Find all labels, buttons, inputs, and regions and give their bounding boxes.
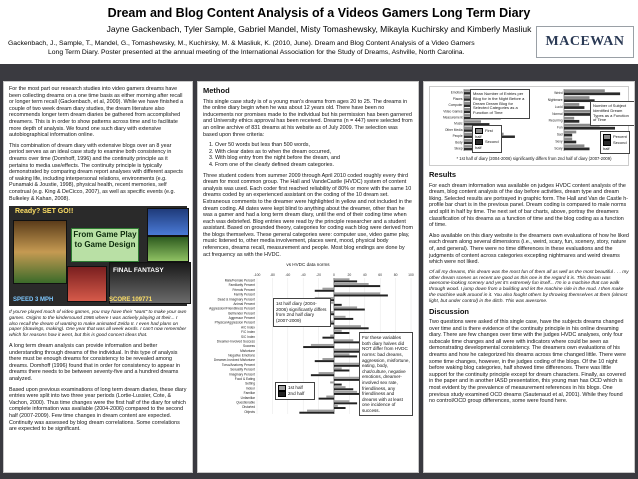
long-term-paragraph: A long term dream analysis can provide information and better understanding through dreams of the individual. In this type of analysis there must be enough dreams for consistency to be revealed among dreams. Domhoff (1996) found that in order for consistency to appear in dreams there needs to be between seventy-five and a hundred dreams analyzed. <box>9 343 180 383</box>
hvdc-bar <box>326 396 334 398</box>
hvdc-bar <box>334 325 361 327</box>
category-label: Places <box>452 96 463 101</box>
citation <box>8 40 528 57</box>
category-label: Torso/Anatomy Percent <box>221 363 255 368</box>
category-label: Questionable <box>236 400 255 405</box>
hvdc-bar <box>334 356 357 358</box>
citation-line-1: Gackenbach, J., Sample, T., Mandel, G., Tomashewsky, M., Kuchirsky, M. & Masliuk, K. (2010, June). Dream and Blog Content Analysis of a Video Gamers <box>8 40 475 47</box>
small-chart-bar <box>564 134 572 137</box>
hvdc-series-legend <box>275 382 315 400</box>
small-chart-bar <box>564 148 590 151</box>
discussion-heading: Discussion <box>429 306 470 316</box>
x-tick-label: -100 <box>253 273 261 278</box>
discussion-paragraph: Two questions were asked of this single case, have the subjects dreams changed over time and is there evidence of the continuity principle in his online dreaming diary. There are few changes over time with the judges HVDC analyses, only four subscale time changes and all were with indicators where could be seen as demonstrating developmental consistency. The dreamers own evaluations of his dreams and how he categorized his dreams across time changed little. There were some time changes, however, in the judges coding of the blogs. Of the 10 night before waking blog categories, half showed time differences. There was little support for the continuity principle except for dream characters. Finally, as covered in the paper and in another IASD presentation, this young man has OCD which is most evident by the prevalence of measurement references in his blogs. One previous study examined OCD dreams (Sautenaud et al, 2001). While they found no control/OCD group differences, some were found here. <box>429 319 627 405</box>
small-chart-bar <box>564 120 579 123</box>
category-label: Success <box>242 344 255 349</box>
hvdc-bar <box>303 346 334 348</box>
logo-text: MACEWAN <box>545 34 625 49</box>
hvdc-bar <box>322 337 334 339</box>
criteria-item: 3. With blog entry from the night before the dream, and <box>215 155 413 162</box>
category-label: Familiar <box>243 391 255 396</box>
category-label: Negative Emotions <box>228 353 255 358</box>
category-label: Sexy <box>555 139 563 144</box>
x-tick-label: 100 <box>408 273 414 278</box>
hvdc-bar <box>311 344 334 346</box>
category-label: Dreamer-Involved Misfortune <box>213 358 255 363</box>
category-label: Scary <box>554 146 563 151</box>
hvdc-bar <box>334 354 349 356</box>
hvdc-bar <box>299 412 334 414</box>
category-label: Aggression/Friendliness Percent <box>209 306 255 311</box>
small-chart-bar <box>564 89 605 92</box>
method-heading: Method <box>203 86 230 95</box>
category-label: Dead & Imaginary Percent <box>217 297 255 302</box>
category-label: Sexuality Percent <box>230 367 255 372</box>
top-legend-second-2-label: Second half <box>603 140 627 151</box>
x-tick-label: -40 <box>300 273 306 278</box>
results-heading: Results <box>429 170 457 179</box>
hvdc-bar <box>334 328 369 330</box>
hvdc-bar <box>330 335 334 337</box>
design-paragraph: Based upon previous examinations of long term dream diaries, these diary entries were split into two three year periods (Lortie-Lussier, Cote, & Vachon, 2000). Thus time changes were the first half of the diary for which complete information was available (2004-2006) compared to the second half (2007-2009). Few time changes in dream content are expected. Continuity was assessed by blog dream correlations. Some correlations are expected to be significant. <box>9 386 187 433</box>
hvdc-bar <box>334 405 338 407</box>
category-label: Familiarity Percent <box>228 283 255 288</box>
x-tick-label: 40 <box>362 273 367 278</box>
legend-second-half-label: 2nd half <box>288 391 305 397</box>
small-chart-bar <box>564 117 574 120</box>
category-label: Normal <box>552 111 563 116</box>
hvdc-norms-note <box>359 332 413 416</box>
category-label: A/C Index <box>241 325 255 330</box>
top-legend-first-label: First half <box>475 128 493 139</box>
game-images <box>9 206 187 306</box>
results-paragraph-2: Also available on this diary website is the dreamers own evaluations of how he liked each dream along several dimensions (i.e., weird, scary, fun, scenery, story, nature of, and general). There were no time differences in these evaluations and the judgments of content across categories excepting nightmares and weird dreams which were not liked. <box>429 232 629 266</box>
category-label: Nightmare <box>547 98 563 103</box>
author-list: Jayne Gackenbach, Tyler Sample, Gabriel Mandel, Misty Tomashewsky, Mikayla Kuchirsky and Kimberly Masliuk <box>106 24 532 34</box>
hvdc-bar <box>334 340 353 342</box>
top-legend-second <box>475 139 499 150</box>
x-tick-label: -20 <box>316 273 322 278</box>
hvdc-bar <box>334 384 342 386</box>
small-chart-bar <box>464 120 481 122</box>
category-label: S/C Index <box>241 335 255 340</box>
middle-column <box>197 81 419 473</box>
hvdc-bar <box>334 293 380 295</box>
hvdc-bar <box>307 410 334 412</box>
game-title-text: FINAL FANTASY <box>113 267 164 275</box>
left-column <box>3 81 193 473</box>
hvdc-bar <box>319 398 334 400</box>
game-design-callout: From Game Play to Game Design <box>71 228 139 262</box>
criteria-item: 2. With clear dates as to when the dream occurred, <box>215 149 413 156</box>
right-top-charts <box>429 86 629 166</box>
hvdc-bar <box>319 372 334 374</box>
criteria-item: 1. Over 50 words but less than 500 words, <box>215 142 413 149</box>
intro-paragraph: For the most part our research studies into video gamers dreams have been collecting dreams on a one time basis as either morning after recall or longer term recall (Gackenbach, et al, 2009). While we have finished a couple of two week dream diary studies, the dream literature also recommends longer term dream diaries be gathered from accomplished dreamers. This is in order to show patterns across time and to facilitate more depth of analysis. We found one such diary with extensive autobiographical information online. <box>9 86 184 139</box>
dream-quote: Of all my dreams, this dream was the most fun of them all as well as the most beautiful . . . my other dream scenes as recent are good as this one in the regard it is. This dream was awesome-looking scenery and yet it's extremely fun itself... I'm in a machine that can walk through wood. I jump down from a building and let the machine ride in the mud. I then make the machine walk around in it. You also fought others by throwing themselves at them (almost light, but under control) in the ditch. This was awesome. <box>429 269 629 304</box>
poster-title: Dream and Blog Content Analysis of a Videos Gamers Long Term Diary <box>107 6 531 20</box>
x-tick-label: -80 <box>269 273 275 278</box>
hvdc-bar <box>334 295 388 297</box>
hvdc-bar <box>334 391 357 393</box>
category-label: Friends Percent <box>232 288 255 293</box>
hvdc-bar <box>334 285 380 287</box>
results-paragraph-1: For each dream information was available on judges HVDC content analysis of the dream, blog content analysis of the day before activities, dream type and dream liking. Selected results are portrayed in graphic form. The Hall and Van de Castle h-profile bar chart is in the previous panel. Dream coding is compared to male norms and split in half by time. The next set of bar charts, above, portray the dreamers classification of his dreams as a function of time and the blog coding as a function of time. <box>429 182 629 229</box>
blog-chart-title: Mean Number of Entries per Blog for in the Night Before a Dream Dream Blog for Selected Categories as a Function of Time <box>473 91 525 116</box>
category-label: Recurring <box>548 118 563 123</box>
hvdc-chart-title: vs HVDC data norms <box>286 262 330 268</box>
method-paragraph-1: This single case study is of a young man's dreams from ages 20 to 25. The dreams in the online diary begin when he was about 12 years old. There have been no inducements nor promises made to the individual but his permission has been garnered and University ethics approval has been received. Dreams (n = 447) were selected from an online archive of 831 dreams at his website as of July 2009. The selection was based upon three criteria: <box>203 98 413 138</box>
macewan-logo <box>536 26 634 58</box>
small-chart-bar <box>564 103 579 106</box>
category-label: Dreamer-Involved Success <box>216 339 255 344</box>
category-label: Objects <box>244 410 255 415</box>
hvdc-bar <box>334 309 365 311</box>
ready-set-go-text: Ready? SET GO!! <box>15 208 74 216</box>
hvdc-bar <box>334 281 357 283</box>
score-readout: SCORE 109771 <box>109 296 153 303</box>
hvdc-bar <box>334 386 346 388</box>
rationale-paragraph: This combination of dream diary with extensive blogs over an 8 year period serves as an ideal case study to examine both consistency in dreams over time (Domhoff, 1996) and the continuity principle as it pertains to media use/effects. The continuity principle is typically demonstrated by comparing dream report analyses with different aspects of waking life, including interpersonal relations, environments (e.g. Punamaki & Joustie, 1998), physical health, recent memories, self construal (e.g. King & DeCicco, 2007), as well as specific events (e.g. Bulkeley & Kahan, 2008). <box>9 142 183 202</box>
hvdc-legend-note <box>273 298 331 326</box>
hvdc-bar <box>322 288 334 290</box>
category-label: Animal Percent <box>233 302 255 307</box>
category-label: Setting <box>245 381 255 386</box>
x-tick-label: -60 <box>285 273 291 278</box>
hvdc-bar <box>334 279 349 281</box>
blog-chart-title-box <box>470 89 530 119</box>
category-label: Befriender Percent <box>228 311 255 316</box>
image-caption: If you've played much of video games, you may have their "want" to make your own games. Origins to the kindersound 1986 where I was actively playing at their... I also recall the dream of wanting to make animated Zelda II. I even had plans on paper (drawings, making). One year that was all week words. I can't now remember which for reasons how it went, but this is good concert ideas that. <box>9 310 187 339</box>
top-legend-percent-label: Percent <box>613 134 627 140</box>
category-label: Food & Eating <box>234 377 255 382</box>
hvdc-bar <box>334 316 346 318</box>
dream-types-title: Number of Subject Identified Dream Types as a Function of Time <box>593 103 629 123</box>
category-label: Computer <box>448 103 463 108</box>
method-paragraph-2: Three student coders from summer 2009 through April 2010 coded roughly every third dream for most common group. The Hall and VandeCastle (HVDC) system of content analysis was used. Each coder first reached reliability of 80% or more with the same 10 dreams coded by an experienced assistant on the coding of the 10 dream set. Extraneous comments to the dreamer were highlighted in yellow and not included in the dream coding. All dates were kept blind to anything about the dreamer, other than he was a gamer and had a long term dream diary, until the end of their coding time when each was debriefed. Blog entries were read by the principle researcher and a student assistant. Based on grounded theory, categories for coding each blog were derived from the blogs themselves. These general categories were: computer use, video game play, music listened to, other media involvement, places went, mood, physical body references, dreams recall, measurement and people. Most blog endings are done by act frequency as with the HVDC. <box>203 172 413 258</box>
category-label: Family Percent <box>233 292 255 297</box>
top-legend-2 <box>600 131 630 154</box>
small-chart-bar <box>564 144 584 147</box>
x-tick-label: 80 <box>393 273 398 278</box>
x-tick-label: 20 <box>347 273 352 278</box>
hvdc-bar <box>334 407 346 409</box>
x-tick-label: 0 <box>333 273 335 278</box>
category-label: Fun <box>557 125 563 130</box>
hvdc-bar <box>334 370 349 372</box>
legend-second-half <box>278 391 312 397</box>
top-legend-1 <box>472 125 502 153</box>
category-label: F/C Index <box>241 330 255 335</box>
criteria-list <box>203 142 413 168</box>
category-label: Physical Aggression Percent <box>214 320 255 325</box>
criteria-item: 4. From one of the clearly defined dream categories. <box>215 162 413 169</box>
x-tick-label: 60 <box>378 273 383 278</box>
small-chart-bar <box>564 138 572 141</box>
category-label: Indoor <box>245 386 255 391</box>
category-label: Lucid <box>554 104 563 109</box>
category-label: Unfamiliar <box>240 396 255 401</box>
top-legend-second-2 <box>603 140 627 151</box>
category-label: Other Media <box>444 127 463 132</box>
category-label: Emotion <box>450 90 463 95</box>
speed-readout: SPEED 3 MPH <box>13 296 54 303</box>
hvdc-significance-note: 1st half diary (2004-2006) significantly differs from 2nd half diary (2007-2009) <box>276 301 327 324</box>
game-cover-1 <box>13 220 67 284</box>
category-label: Body <box>455 140 463 145</box>
small-chart-bar <box>564 141 576 144</box>
top-chart-note: * 1st half of diary (2004-2006) significantly differs from 2nd half of diary (2007-2009) <box>456 156 612 162</box>
category-label: Weird <box>554 91 563 96</box>
category-label: Distorted <box>242 405 255 410</box>
hvdc-bar <box>322 358 334 360</box>
hvdc-bar <box>334 342 361 344</box>
category-label: People <box>452 134 463 139</box>
hvdc-bar <box>334 330 342 332</box>
citation-line-2: Long Term Diary. Poster presented at the annual meeting of the International Association for the Study of Dreams, Ashville, North Carolina. <box>48 48 465 56</box>
small-chart-bar <box>564 92 620 95</box>
hvdc-bar <box>334 304 342 306</box>
hvdc-chart <box>203 262 413 420</box>
small-chart-bar <box>564 131 576 134</box>
hvdc-bar <box>334 283 369 285</box>
hvdc-bar <box>311 374 334 376</box>
hvdc-bar <box>334 377 361 379</box>
small-chart-bar <box>564 96 590 99</box>
hvdc-bar <box>334 403 357 405</box>
category-label: Imaginary Percent <box>229 372 255 377</box>
dream-types-title-box <box>590 101 635 126</box>
game-cover-2 <box>147 208 189 236</box>
top-legend-second-label: Second half <box>475 139 499 150</box>
hvdc-bar <box>334 332 349 334</box>
hvdc-bar <box>334 318 353 320</box>
hvdc-bar <box>330 382 334 384</box>
category-label: Male/Female Percent <box>224 278 255 283</box>
game-cover-5 <box>147 236 189 262</box>
small-chart-bar <box>564 106 584 109</box>
category-label: Aggressor Percent <box>228 316 255 321</box>
small-chart-bar <box>564 127 615 130</box>
hvdc-bar <box>315 290 334 292</box>
category-label: Sleep <box>454 146 463 151</box>
hvdc-bar <box>334 368 342 370</box>
right-column <box>423 81 635 473</box>
category-label: Video Games <box>443 109 463 114</box>
hvdc-norms-note-text: For these variables both diary halves did NOT differ from HVDC norms: bad dreams, aggression, misfortune, eating, body, chat/culture, negative emotions, dreamer-involved sex rate, friendliness, any friendliness and dreams with at least one incidence of success. <box>362 335 410 413</box>
category-label: Misfortune <box>240 349 255 354</box>
hvdc-bar <box>334 400 349 402</box>
hvdc-bar <box>315 360 334 362</box>
category-label: Sad <box>556 132 563 137</box>
hvdc-bar <box>334 307 357 309</box>
game-cover-3 <box>67 266 107 302</box>
top-legend-first <box>475 128 499 139</box>
hvdc-bar <box>334 389 353 391</box>
category-label: Music <box>454 121 463 126</box>
category-label: Measurement <box>443 115 463 120</box>
legend-first-half-label: 1st half <box>288 385 303 391</box>
